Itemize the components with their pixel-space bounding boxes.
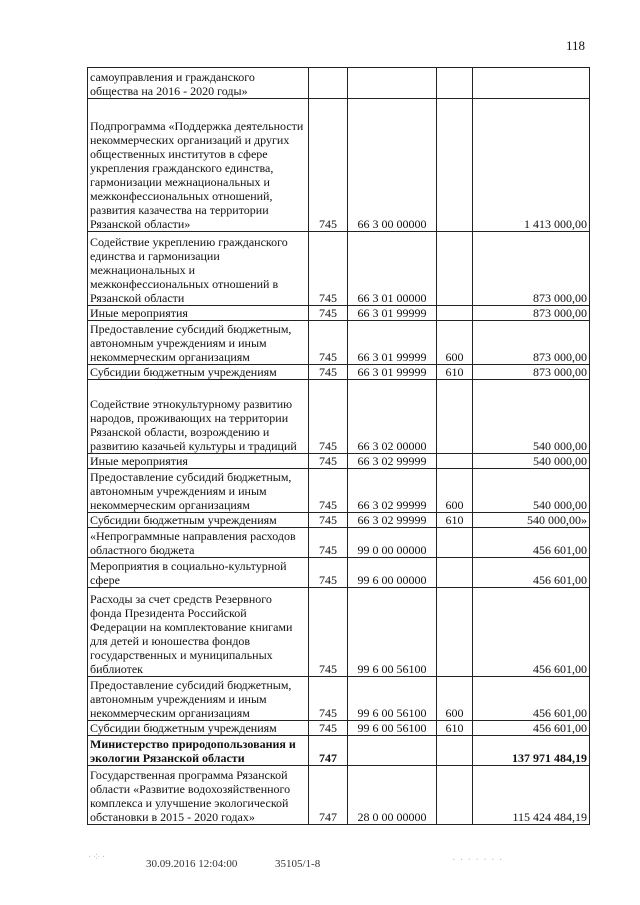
row-sum-cell: 540 000,00»: [473, 513, 590, 528]
row-gr-cell: 745: [309, 528, 348, 558]
row-sum-cell: 873 000,00: [473, 321, 590, 365]
table-row: [88, 766, 590, 825]
table-row: [88, 528, 590, 558]
table-row: [88, 736, 590, 766]
row-gr-cell: 745: [309, 99, 348, 232]
table-row: [88, 513, 590, 528]
row-sum-cell: 456 601,00: [473, 677, 590, 721]
row-name-cell: «Непрограммные направления расходов областного бюджета: [88, 528, 309, 558]
row-name-cell: самоуправления и гражданского общества на 2016 - 2020 годы»: [88, 68, 309, 99]
budget-table-body: [88, 68, 590, 825]
row-csr-cell: 66 3 01 99999: [348, 365, 437, 380]
row-csr-cell: 66 3 01 00000: [348, 232, 437, 306]
table-row: [88, 380, 590, 454]
footer-datetime: 30.09.2016 12:04:00: [146, 858, 238, 870]
row-gr-cell: 745: [309, 513, 348, 528]
row-gr-cell: 745: [309, 380, 348, 454]
row-csr-cell: 28 0 00 00000: [348, 766, 437, 825]
row-name-cell: Подпрограмма «Поддержка деятельности некоммерческих организаций и других общественных институтов в сфере укрепления гражданского единства, гармонизации межнациональных и межконфессиональных отношений, развития казачества на территории Рязанской области»: [88, 99, 309, 232]
row-gr-cell: 745: [309, 321, 348, 365]
row-csr-cell: 99 6 00 56100: [348, 588, 437, 677]
row-csr-cell: 66 3 02 99999: [348, 513, 437, 528]
row-sum-cell: 115 424 484,19: [473, 766, 590, 825]
row-vr-cell: [437, 558, 473, 588]
row-vr-cell: [437, 528, 473, 558]
row-sum-cell: 137 971 484,19: [473, 736, 590, 766]
row-name-cell: Субсидии бюджетным учреждениям: [88, 513, 309, 528]
row-vr-cell: 610: [437, 513, 473, 528]
row-vr-cell: 610: [437, 365, 473, 380]
row-gr-cell: [309, 68, 348, 99]
row-gr-cell: 745: [309, 588, 348, 677]
row-name-cell: Содействие укреплению гражданского единства и гармонизации межнациональных и межконфессиональных отношений в Рязанской области: [88, 232, 309, 306]
row-name-cell: Субсидии бюджетным учреждениям: [88, 721, 309, 736]
row-csr-cell: 66 3 02 99999: [348, 454, 437, 469]
row-name-cell: Расходы за счет средств Резервного фонда Президента Российской Федерации на комплектование книгами для детей и юношества фондов государственных и муниципальных библиотек: [88, 588, 309, 677]
row-csr-cell: 99 6 00 56100: [348, 677, 437, 721]
faint-stamp-icon: · · · · · · ·: [452, 855, 504, 866]
table-row: [88, 721, 590, 736]
row-csr-cell: 66 3 02 99999: [348, 469, 437, 513]
table-row: [88, 232, 590, 306]
row-gr-cell: 745: [309, 232, 348, 306]
row-name-cell: Субсидии бюджетным учреждениям: [88, 365, 309, 380]
row-vr-cell: [437, 99, 473, 232]
row-sum-cell: 540 000,00: [473, 454, 590, 469]
row-csr-cell: [348, 68, 437, 99]
row-vr-cell: [437, 306, 473, 321]
row-name-cell: Министерство природопользования и экологии Рязанской области: [88, 736, 309, 766]
row-gr-cell: 745: [309, 469, 348, 513]
row-csr-cell: [348, 736, 437, 766]
row-name-cell: Мероприятия в социально-культурной сфере: [88, 558, 309, 588]
row-gr-cell: 745: [309, 306, 348, 321]
row-sum-cell: 540 000,00: [473, 380, 590, 454]
row-sum-cell: 456 601,00: [473, 558, 590, 588]
scan-mark-icon: ·⁘·: [88, 852, 107, 863]
row-gr-cell: 747: [309, 736, 348, 766]
row-vr-cell: 600: [437, 677, 473, 721]
row-csr-cell: 66 3 01 99999: [348, 321, 437, 365]
row-sum-cell: [473, 68, 590, 99]
table-row: [88, 306, 590, 321]
row-csr-cell: 66 3 00 00000: [348, 99, 437, 232]
table-row: [88, 677, 590, 721]
row-vr-cell: [437, 736, 473, 766]
table-row: [88, 68, 590, 99]
row-name-cell: Иные мероприятия: [88, 306, 309, 321]
row-vr-cell: [437, 588, 473, 677]
row-name-cell: Предоставление субсидий бюджетным, автономным учреждениям и иным некоммерческим организациям: [88, 677, 309, 721]
row-sum-cell: 873 000,00: [473, 232, 590, 306]
row-gr-cell: 745: [309, 454, 348, 469]
table-row: [88, 454, 590, 469]
row-vr-cell: [437, 380, 473, 454]
row-vr-cell: [437, 68, 473, 99]
row-vr-cell: [437, 232, 473, 306]
footer-doc-number: 35105/1-8: [275, 858, 321, 870]
row-sum-cell: 456 601,00: [473, 528, 590, 558]
table-row: [88, 588, 590, 677]
row-vr-cell: 600: [437, 469, 473, 513]
table-row: [88, 558, 590, 588]
table-row: [88, 469, 590, 513]
table-row: [88, 99, 590, 232]
budget-table: [87, 67, 590, 825]
row-gr-cell: 745: [309, 677, 348, 721]
row-csr-cell: 99 6 00 56100: [348, 721, 437, 736]
table-row: [88, 321, 590, 365]
row-vr-cell: 600: [437, 321, 473, 365]
row-sum-cell: 873 000,00: [473, 306, 590, 321]
row-gr-cell: 745: [309, 721, 348, 736]
row-csr-cell: 99 0 00 00000: [348, 528, 437, 558]
row-gr-cell: 747: [309, 766, 348, 825]
table-row: [88, 365, 590, 380]
row-sum-cell: 873 000,00: [473, 365, 590, 380]
row-gr-cell: 745: [309, 558, 348, 588]
row-name-cell: Предоставление субсидий бюджетным, автономным учреждениям и иным некоммерческим организациям: [88, 469, 309, 513]
row-name-cell: Предоставление субсидий бюджетным, автономным учреждениям и иным некоммерческим организациям: [88, 321, 309, 365]
row-name-cell: Иные мероприятия: [88, 454, 309, 469]
row-vr-cell: [437, 766, 473, 825]
row-gr-cell: 745: [309, 365, 348, 380]
row-name-cell: Содействие этнокультурному развитию народов, проживающих на территории Рязанской области, возрождению и развитию казачьей культуры и традиций: [88, 380, 309, 454]
row-vr-cell: 610: [437, 721, 473, 736]
row-vr-cell: [437, 454, 473, 469]
row-name-cell: Государственная программа Рязанской области «Развитие водохозяйственного комплекса и улучшение экологической обстановки в 2015 - 2020 годах»: [88, 766, 309, 825]
row-sum-cell: 540 000,00: [473, 469, 590, 513]
row-sum-cell: 456 601,00: [473, 721, 590, 736]
row-csr-cell: 66 3 01 99999: [348, 306, 437, 321]
row-sum-cell: 1 413 000,00: [473, 99, 590, 232]
row-sum-cell: 456 601,00: [473, 588, 590, 677]
page-number: 118: [566, 38, 586, 53]
row-csr-cell: 66 3 02 00000: [348, 380, 437, 454]
row-csr-cell: 99 6 00 00000: [348, 558, 437, 588]
